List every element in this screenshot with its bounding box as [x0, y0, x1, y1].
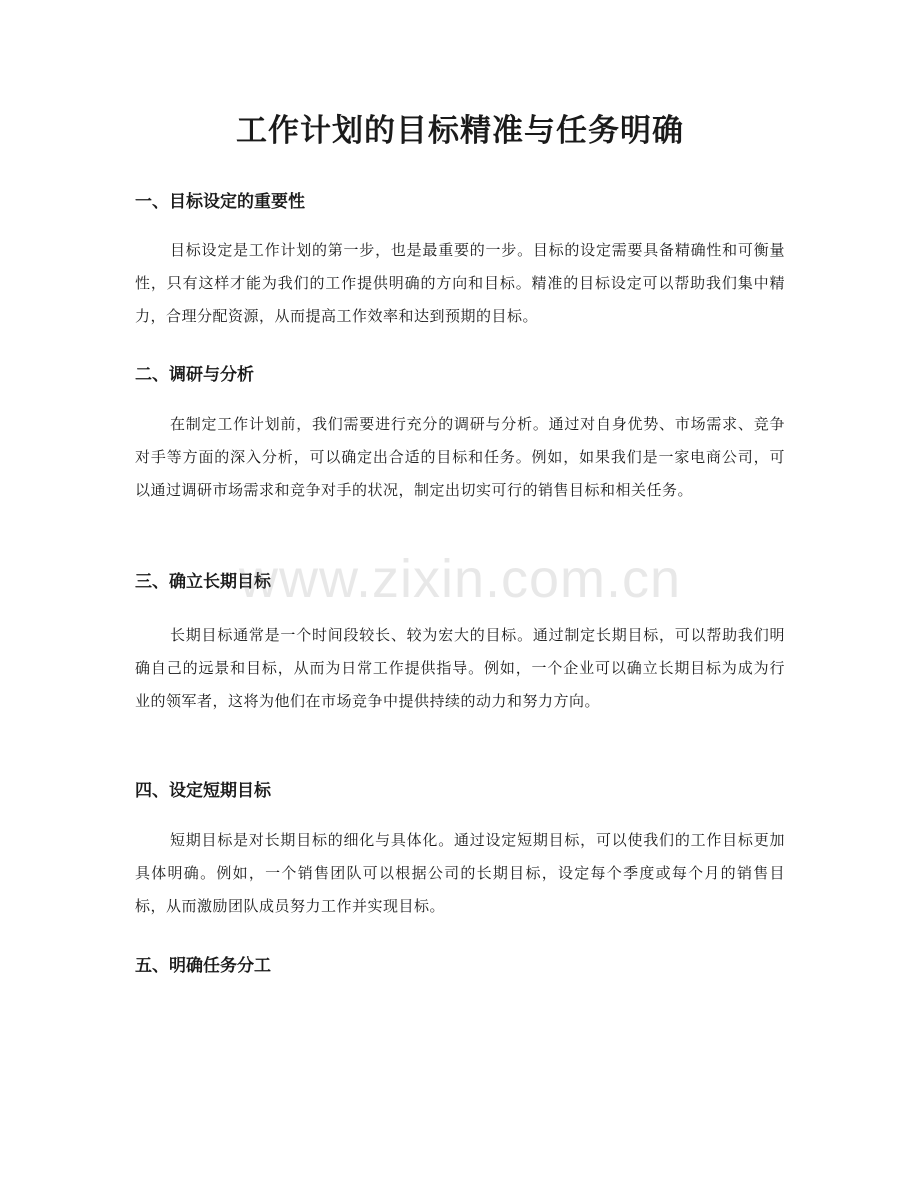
watermark: www.zixin.com.cn — [238, 549, 682, 609]
section-paragraph-1: 目标设定是工作计划的第一步，也是最重要的一步。目标的设定需要具备精确性和可衡量性，只有这样才能为我们的工作提供明确的方向和目标。精准的目标设定可以帮助我们集中精力，合理分配资源，从而提高工作效率和达到预期的目标。 — [135, 241, 785, 325]
section-paragraph-2: 在制定工作计划前，我们需要进行充分的调研与分析。通过对自身优势、市场需求、竞争对手等方面的深入分析，可以确定出合适的目标和任务。例如，如果我们是一家电商公司，可以通过调研市场需求和竞争对手的状况，制定出切实可行的销售目标和相关任务。 — [135, 415, 785, 499]
section-heading-4: 四、设定短期目标 — [135, 781, 271, 801]
section-paragraph-3: 长期目标通常是一个时间段较长、较为宏大的目标。通过制定长期目标，可以帮助我们明确自己的远景和目标，从而为日常工作提供指导。例如，一个企业可以确立长期目标为成为行业的领军者，这将为他们在市场竞争中提供持续的动力和努力方向。 — [135, 626, 785, 710]
document-title: 工作计划的目标精准与任务明确 — [236, 113, 684, 149]
section-heading-2: 二、调研与分析 — [135, 365, 254, 385]
section-heading-1: 一、目标设定的重要性 — [135, 192, 305, 212]
section-paragraph-4: 短期目标是对长期目标的细化与具体化。通过设定短期目标，可以使我们的工作目标更加具体明确。例如，一个销售团队可以根据公司的长期目标，设定每个季度或每个月的销售目标，从而激励团队成员努力工作并实现目标。 — [135, 831, 785, 915]
section-heading-5: 五、明确任务分工 — [135, 956, 271, 976]
section-heading-3: 三、确立长期目标 — [135, 572, 271, 592]
